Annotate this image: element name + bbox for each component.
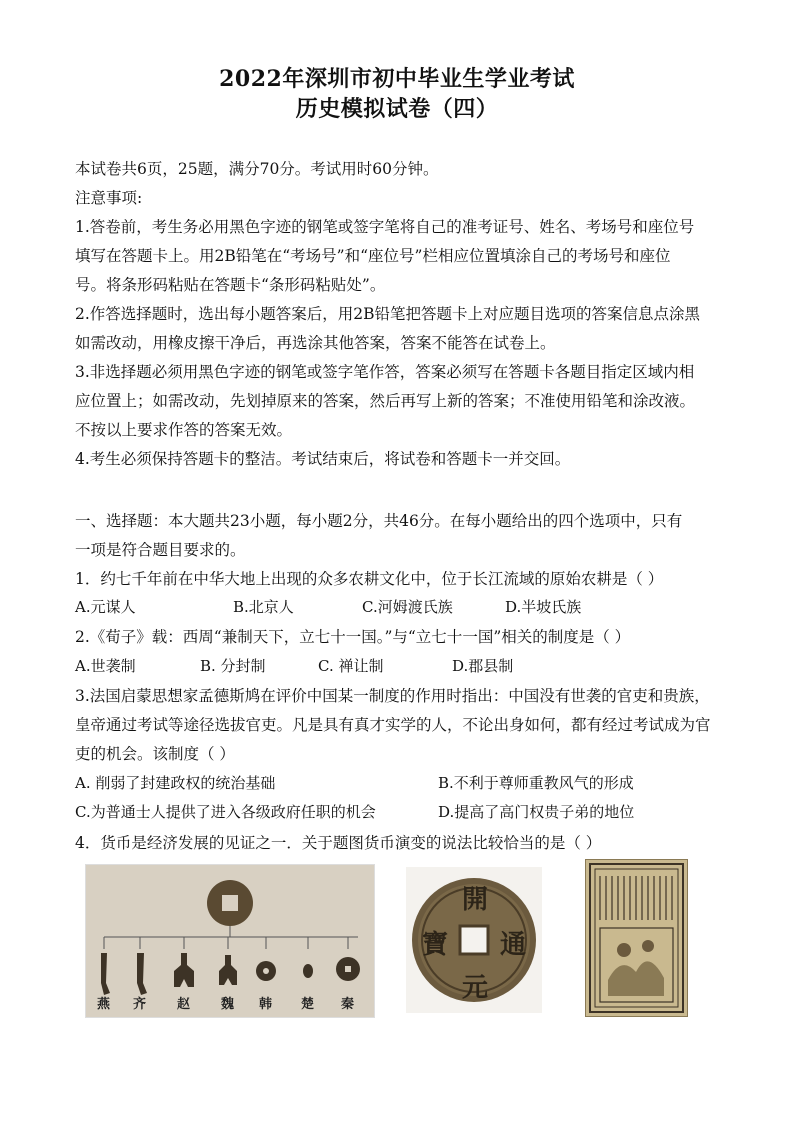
jiaozi-paper-money-illustration [586, 860, 687, 1016]
coin-char-bottom: 元 [462, 973, 489, 1003]
exam-title-line1: 2022年深圳市初中毕业生学业考试 [219, 66, 575, 92]
q3-stem-line: 皇帝通过考试等途径选拔官吏。凡是具有真才实学的人，不论出身如何，都有经过考试成为官 [75, 716, 711, 734]
q3-stem-line: 吏的机会。该制度（ ） [75, 745, 235, 763]
q3-stem-line: 3.法国启蒙思想家孟德斯鸠在评价中国某一制度的作用时指出：中国没有世袭的官吏和贵族， [75, 687, 710, 705]
q3-option-b: B.不利于尊师重教风气的形成 [438, 774, 634, 792]
coin-char-left: 寶 [422, 930, 449, 960]
q2-stem: 2.《荀子》载：西周“兼制天下，立七十一国。”与“立七十一国”相关的制度是（ ） [75, 628, 631, 646]
q2-option-c: C. 禅让制 [318, 657, 384, 675]
exam-title-line2: 历史模拟试卷（四） [295, 96, 499, 122]
q3-option-d: D.提高了高门权贵子弟的地位 [438, 803, 635, 821]
state-label-han: 韩 [259, 997, 273, 1012]
section1-heading-cont: 一项是符合题目要求的。 [75, 541, 246, 559]
notice-line: 应位置上；如需改动，先划掉原来的答案，然后再写上新的答案；不准使用铅笔和涂改液。 [75, 392, 696, 410]
kaiyuan-coin-figure [406, 867, 542, 1013]
notice-line: 2.作答选择题时，选出每小题答案后，用2B铅笔把答题卡上对应题目选项的答案信息点涂黑 [75, 305, 701, 323]
notice-line: 填写在答题卡上。用2B铅笔在“考场号”和“座位号”栏相应位置填涂自己的考场号和座位 [75, 247, 671, 265]
state-label-wei: 魏 [221, 997, 235, 1012]
q4-stem: 4．货币是经济发展的见证之一．关于题图货币演变的说法比较恰当的是（ ） [75, 834, 602, 852]
q1-option-d: D.半坡氏族 [505, 598, 582, 616]
state-label-chu: 楚 [301, 997, 315, 1012]
q1-option-a: A.元谋人 [75, 598, 136, 616]
state-label-qi: 齐 [133, 997, 147, 1012]
q2-option-d: D.郡县制 [452, 657, 514, 675]
q1-option-c: C.河姆渡氏族 [362, 598, 453, 616]
coin-char-top: 開 [462, 885, 489, 915]
warring-states-coins-figure [85, 864, 375, 1018]
q2-option-a: A.世袭制 [75, 657, 136, 675]
coin-char-right: 通 [500, 930, 527, 960]
section1-heading: 一、选择题：本大题共23小题，每小题2分，共46分。在每小题给出的四个选项中，只有 [75, 512, 683, 530]
q1-stem: 1．约七千年前在中华大地上出现的众多农耕文化中，位于长江流域的原始农耕是（ ） [75, 570, 664, 588]
q2-option-b: B. 分封制 [200, 657, 266, 675]
notice-line: 3.非选择题必须用黑色字迹的钢笔或签字笔作答，答案必须写在答题卡各题目指定区域内相 [75, 363, 695, 381]
q3-option-a: A. 削弱了封建政权的统治基础 [75, 774, 276, 792]
state-label-qin: 秦 [341, 997, 355, 1012]
q3-option-c: C.为普通士人提供了进入各级政府任职的机会 [75, 803, 376, 821]
notice-line: 如需改动，用橡皮擦干净后，再选涂其他答案，答案不能答在试卷上。 [75, 334, 556, 352]
notice-heading: 注意事项: [75, 189, 143, 207]
notice-line: 1.答卷前，考生务必用黑色字迹的钢笔或签字笔将自己的准考证号、姓名、考场号和座位号 [75, 218, 695, 236]
notice-line: 不按以上要求作答的答案无效。 [75, 421, 293, 439]
q1-option-b: B.北京人 [233, 598, 294, 616]
state-label-zhao: 赵 [177, 997, 191, 1012]
state-label-yan: 燕 [97, 997, 111, 1012]
jiaozi-paper-money-figure [585, 859, 688, 1017]
notice-line: 号。将条形码粘贴在答题卡“条形码粘贴处”。 [75, 276, 386, 294]
exam-summary: 本试卷共6页，25题，满分70分。考试用时60分钟。 [75, 160, 439, 178]
notice-line: 4.考生必须保持答题卡的整洁。考试结束后，将试卷和答题卡一并交回。 [75, 450, 571, 468]
